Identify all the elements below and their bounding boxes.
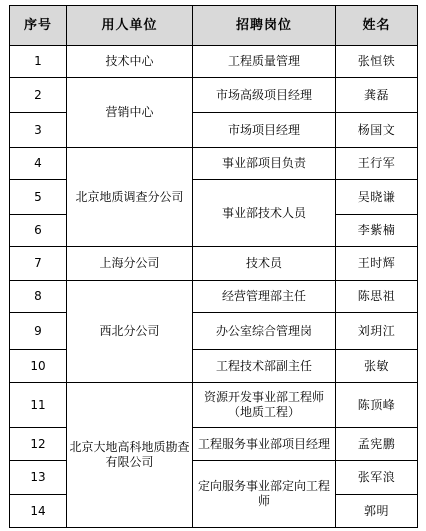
name-cell: 张恒铁: [336, 46, 418, 78]
table-row: [10, 46, 418, 78]
position-cell: 经营管理部主任: [193, 281, 336, 313]
row-index: 14: [10, 495, 67, 528]
row-index: 9: [10, 313, 67, 350]
header-name: 姓名: [336, 6, 418, 46]
position-cell: 资源开发事业部工程师（地质工程）: [193, 383, 336, 428]
row-index: 3: [10, 113, 67, 148]
position-cell: 技术员: [193, 247, 336, 281]
row-index: 1: [10, 46, 67, 78]
name-cell: 刘玥江: [336, 313, 418, 350]
unit-cell: 技术中心: [67, 46, 193, 78]
position-cell: 市场高级项目经理: [193, 78, 336, 113]
header-index: 序号: [10, 6, 67, 46]
name-cell: 王时辉: [336, 247, 418, 281]
name-cell: 陈顶峰: [336, 383, 418, 428]
row-index: 10: [10, 350, 67, 383]
header-unit: 用人单位: [67, 6, 193, 46]
name-cell: 郭明: [336, 495, 418, 528]
recruitment-table: [9, 5, 418, 528]
row-index: 13: [10, 461, 67, 495]
position-cell: 工程质量管理: [193, 46, 336, 78]
position-cell: 市场项目经理: [193, 113, 336, 148]
row-index: 6: [10, 215, 67, 247]
name-cell: 杨国文: [336, 113, 418, 148]
header-position: 招聘岗位: [193, 6, 336, 46]
unit-cell: 上海分公司: [67, 247, 193, 281]
name-cell: 王行军: [336, 148, 418, 180]
unit-cell: 营销中心: [67, 78, 193, 148]
position-cell: 事业部技术人员: [193, 180, 336, 247]
position-cell: 办公室综合管理岗: [193, 313, 336, 350]
row-index: 2: [10, 78, 67, 113]
row-index: 12: [10, 428, 67, 461]
table-row: [10, 78, 418, 113]
name-cell: 吴晓谦: [336, 180, 418, 215]
name-cell: 陈思祖: [336, 281, 418, 313]
row-index: 7: [10, 247, 67, 281]
unit-cell: 北京地质调查分公司: [67, 148, 193, 247]
position-cell: 事业部项目负责: [193, 148, 336, 180]
table-row: [10, 148, 418, 180]
row-index: 4: [10, 148, 67, 180]
name-cell: 龚磊: [336, 78, 418, 113]
unit-cell: 西北分公司: [67, 281, 193, 383]
row-index: 8: [10, 281, 67, 313]
header-row: [10, 6, 418, 46]
position-cell: 定向服务事业部定向工程师: [193, 461, 336, 528]
name-cell: 张敏: [336, 350, 418, 383]
position-cell: 工程服务事业部项目经理: [193, 428, 336, 461]
table-row: [10, 281, 418, 313]
table-row: [10, 383, 418, 428]
row-index: 11: [10, 383, 67, 428]
position-cell: 工程技术部副主任: [193, 350, 336, 383]
name-cell: 李紫楠: [336, 215, 418, 247]
unit-cell: 北京大地高科地质勘查有限公司: [67, 383, 193, 528]
row-index: 5: [10, 180, 67, 215]
table-row: [10, 247, 418, 281]
name-cell: 孟宪鹏: [336, 428, 418, 461]
name-cell: 张军浪: [336, 461, 418, 495]
